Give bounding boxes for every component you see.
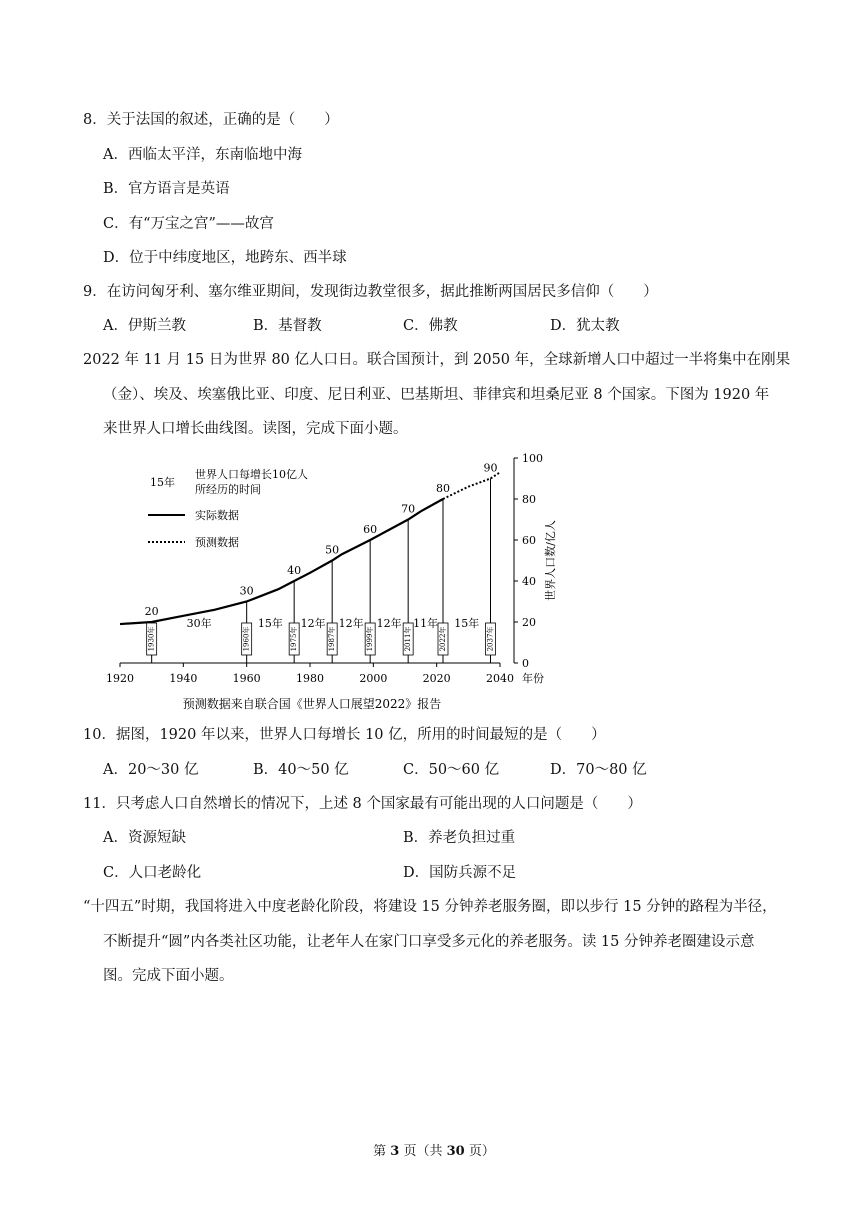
milestone-value: 90 [483,461,498,475]
x-axis-label: 年份 [522,672,544,685]
question-10-option-b[interactable]: B．40～50 亿 [253,762,349,778]
x-tick-label: 1980 [296,672,324,685]
population-growth-chart [100,448,560,718]
milestone-year-label: 1999年 [366,626,375,652]
y-tick-label: 0 [522,657,529,670]
question-11-option-c[interactable]: C．人口老龄化 [103,865,202,881]
projected-population-line [443,472,500,499]
question-8-option-b[interactable]: B．官方语言是英语 [103,181,230,197]
interval-label: 15年 [257,617,283,630]
milestone-year-label: 2011年 [404,626,413,652]
y-tick-label: 100 [522,452,543,465]
milestone-value: 50 [325,543,340,557]
y-axis-label: 世界人口数/亿人 [544,520,557,601]
y-tick-label: 20 [522,616,536,629]
x-tick-label: 2000 [359,672,388,685]
question-8-stem: 8．关于法国的叙述，正确的是（ ） [83,112,339,128]
total-pages: 30 [446,1144,465,1159]
question-11-options-row-2 [103,863,516,883]
interval-label: 15年 [454,617,480,630]
passage-1-line-1: 2022 年 11 月 15 日为世界 80 亿人口日。联合国预计，到 2050 年，全球新增人口中超过一半将集中在刚果 [83,352,791,368]
x-tick-label: 2040 [486,672,514,685]
question-9-option-d[interactable]: D．犹太教 [550,318,620,334]
milestone-year-label: 2022年 [439,626,447,652]
passage-1-line-2: （金）、埃及、埃塞俄比亚、印度、尼日利亚、巴基斯坦、菲律宾和坦桑尼亚 8 个国家。下图为 1920 年 [103,387,770,403]
question-9-option-a[interactable]: A．伊斯兰教 [103,318,186,334]
milestone-value: 60 [363,523,378,536]
question-9-options [103,316,620,336]
legend-projected-label: 预测数据 [195,536,239,549]
legend-interval-sample: 15年 [150,476,175,489]
milestone-value: 40 [287,564,302,577]
footer-mid: 页（共 [403,1144,443,1159]
passage-2-line-2: 不断提升“圆”内各类社区功能，让老年人在家门口享受多元化的养老服务。读 15 分钟养老圈建设示意 [103,934,755,950]
question-11-option-d[interactable]: D．国防兵源不足 [403,865,517,881]
milestone-year-label: 1930年 [147,626,156,652]
y-tick-label: 60 [522,534,536,547]
interval-label: 12年 [338,617,364,630]
milestone-value: 70 [401,502,416,516]
milestone-year-label: 1987年 [328,626,337,652]
page-footer [0,1140,868,1159]
question-9-option-c[interactable]: C．佛教 [403,318,458,334]
question-11-stem: 11．只考虑人口自然增长的情况下，上述 8 个国家最有可能出现的人口问题是（ ） [83,796,642,812]
question-8-option-d[interactable]: D．位于中纬度地区，地跨东、西半球 [103,250,347,266]
question-9-stem: 9．在访问匈牙利、塞尔维亚期间，发现街边教堂很多，据此推断两国居民多信仰（ ） [83,284,658,300]
interval-label: 11年 [413,617,439,630]
milestone-year-label: 1960年 [242,626,251,652]
passage-1-line-3: 来世界人口增长曲线图。读图，完成下面小题。 [103,421,408,437]
y-tick-label: 80 [522,493,536,506]
question-10-option-a[interactable]: A．20～30 亿 [103,762,199,778]
interval-label: 12年 [300,617,326,630]
actual-population-line [120,499,443,624]
interval-label: 30年 [186,617,212,630]
legend-interval-desc-2: 所经历的时间 [195,483,261,496]
question-11-options-row-1 [103,828,515,848]
milestone-year-label: 2037年 [486,626,495,652]
interval-label: 12年 [376,617,402,630]
footer-prefix: 第 [373,1144,387,1159]
question-8-option-c[interactable]: C．有“万宝之宫”——故宫 [103,216,274,232]
y-tick-label: 40 [522,575,536,588]
passage-2-line-3: 图。完成下面小题。 [103,968,234,984]
x-tick-label: 1940 [169,672,198,685]
question-10-options [103,760,647,780]
question-10-option-c[interactable]: C．50～60 亿 [403,762,500,778]
x-tick-label: 2020 [422,672,451,685]
milestone-year-label: 1975年 [290,626,299,652]
legend-actual-label: 实际数据 [195,509,239,522]
question-11-option-a[interactable]: A．资源短缺 [103,830,186,846]
question-10-stem: 10．据图，1920 年以来，世界人口每增长 10 亿，所用的时间最短的是（ ） [83,727,606,743]
page-number: 3 [390,1144,400,1159]
question-8-option-a[interactable]: A．西临太平洋，东南临地中海 [103,147,302,163]
question-10-option-d[interactable]: D．70～80 亿 [550,762,647,778]
x-tick-label: 1960 [232,672,261,685]
milestone-value: 30 [239,584,254,598]
milestone-value: 20 [144,605,159,618]
chart-canvas [100,448,560,718]
question-9-option-b[interactable]: B．基督教 [253,318,322,334]
passage-2-line-1: “十四五”时期，我国将进入中度老龄化阶段，将建设 15 分钟养老服务圈，即以步行 15 分钟的路程为半径， [83,899,777,915]
source-note: 预测数据来自联合国《世界人口展望2022》报告 [182,697,442,711]
footer-suffix: 页） [468,1144,495,1159]
x-tick-label: 1920 [106,672,134,685]
legend-interval-desc-1: 世界人口每增长10亿人 [195,468,308,481]
question-11-option-b[interactable]: B．养老负担过重 [403,830,516,846]
milestone-value: 80 [436,482,450,495]
